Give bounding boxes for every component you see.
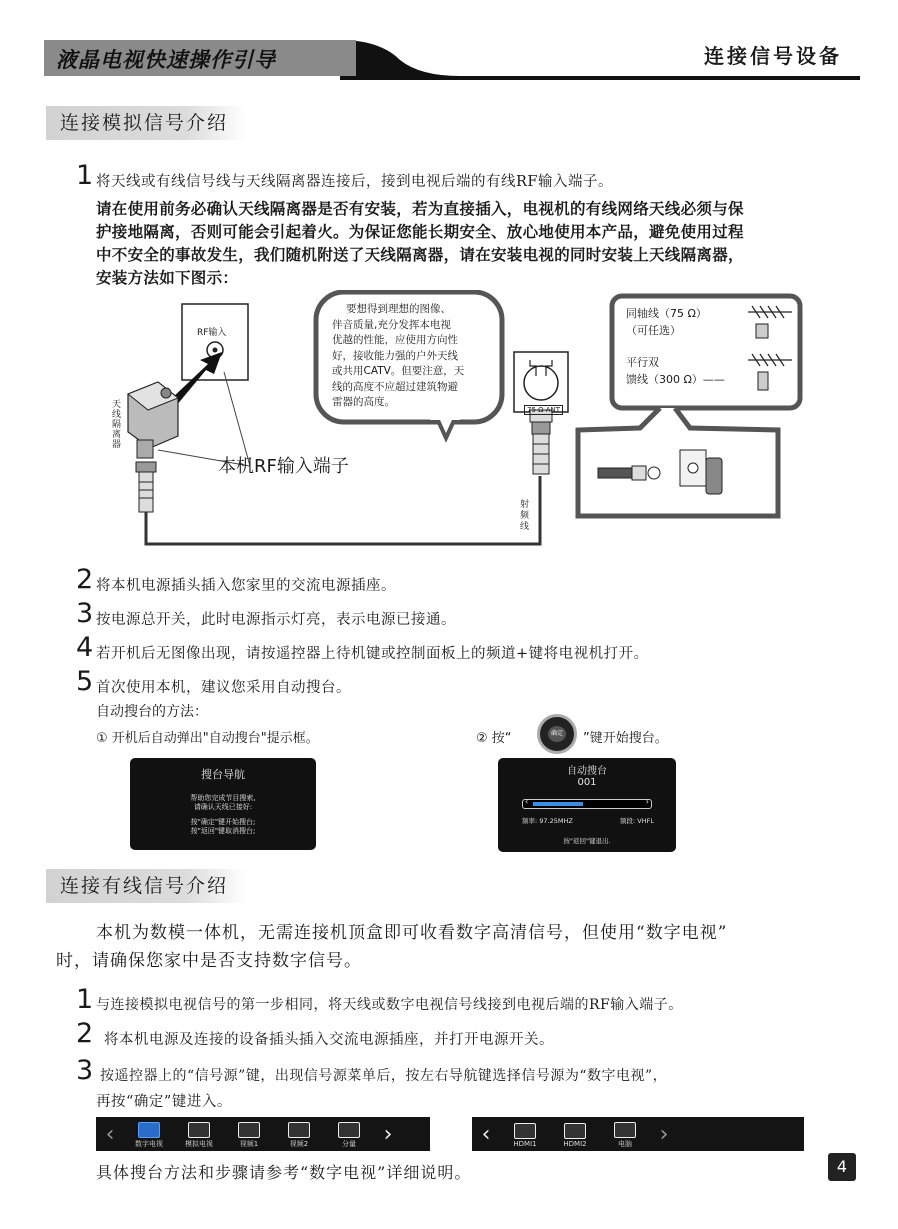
step-number: 2 — [76, 564, 94, 595]
step-text-cont: 再按“确定”键进入。 — [96, 1094, 232, 1110]
source-item[interactable]: 分量 — [324, 1120, 374, 1149]
ok-button-icon: 确定 — [537, 714, 577, 754]
scan-band: 频段: VHFL — [620, 817, 654, 825]
auto-scan-item-2a: ② 按“ — [476, 731, 512, 746]
step-number: 2 — [76, 1018, 94, 1049]
header-title: 液晶电视快速操作引导 — [56, 48, 276, 72]
scan-exit-hint: 按"返回"键退出. — [563, 837, 611, 845]
cable-note: 具体搜台方法和步骤请参考“数字电视”详细说明。 — [96, 1163, 472, 1182]
source-item[interactable]: 视频1 — [224, 1120, 274, 1149]
step-number: 5 — [76, 666, 94, 697]
step-text: 将本机电源及连接的设备插头插入交流电源插座，并打开电源开关。 — [104, 1032, 554, 1048]
step-number: 1 — [76, 160, 94, 191]
page-number: 4 — [828, 1153, 856, 1181]
left-arrow-icon: ‹ — [481, 1121, 491, 1147]
section-title-analog: 连接模拟信号介绍 — [46, 106, 246, 140]
step-number: 3 — [76, 598, 94, 629]
step-text: 按遥控器上的“信号源”键，出现信号源菜单后，按左右导航键选择信号源为“数字电视”， — [100, 1068, 668, 1084]
ant-terminal-label: 75 Ω ANT — [524, 405, 563, 415]
step-text: 将天线或有线信号线与天线隔离器连接后，接到电视后端的有线RF输入端子。 — [96, 174, 613, 190]
rf-cable-label: 射频线 — [520, 500, 530, 532]
scan-guide-screen — [130, 758, 316, 850]
source-item[interactable]: HDMI2 — [550, 1121, 600, 1148]
section-title-cable: 连接有线信号介绍 — [46, 869, 246, 903]
source-menu-bar-2 — [472, 1117, 804, 1151]
step-number: 4 — [76, 632, 94, 663]
cable-types: 同轴线（75 Ω） （可任选） 平行双 馈线（300 Ω）—— — [626, 307, 725, 386]
antenna-tip-bubble: 要想得到理想的图像、 伴音质量,充分发挥本电视 优越的性能，应使用方向性 好，接收能力强的户外天线 或共用CATV。但要注意，天 线的高度不应超过建筑物避 雷器的高度。 — [332, 303, 465, 408]
auto-scan-item-1: ① 开机后自动弹出"自动搜台"提示框。 — [96, 731, 319, 746]
screen-text: 帮助您完成节目搜索, 请确认天线已接好: 按"确定"键开始搜台; 按"返回"键取消搜台; — [190, 794, 256, 835]
step-text: 与连接模拟电视信号的第一步相同，将天线或数字电视信号线接到电视后端的RF输入端子。 — [96, 997, 683, 1013]
step-number: 1 — [76, 984, 94, 1015]
auto-scan-screen — [498, 758, 676, 852]
rf-port-label: 本机RF输入端子 — [218, 456, 349, 477]
cable-intro-line-1: 本机为数模一体机，无需连接机顶盒即可收看数字高清信号，但使用“数字电视” — [96, 923, 728, 943]
scan-progress-bar: ‹ › — [522, 799, 652, 809]
step-text: 若开机后无图像出现，请按遥控器上待机键或控制面板上的频道+键将电视机打开。 — [96, 646, 649, 662]
scan-frequency: 频率: 97.25MHZ — [522, 817, 573, 825]
source-item[interactable]: HDMI1 — [500, 1121, 550, 1148]
step-text: 将本机电源插头插入您家里的交流电源插座。 — [96, 578, 396, 594]
screen-title: 搜台导航 — [201, 768, 245, 781]
rf-plug-icon — [139, 472, 153, 512]
wall-socket-icon — [706, 458, 722, 494]
source-menu-bar-1 — [96, 1117, 430, 1151]
right-arrow-icon: › — [659, 1121, 669, 1147]
auto-scan-item-2b: ”键开始搜台。 — [583, 731, 668, 746]
step-text: 按电源总开关，此时电源指示灯亮，表示电源已接通。 — [96, 612, 456, 628]
isolator-label: 天线隔离器 — [112, 400, 122, 450]
cable-intro-line-2: 时，请确保您家中是否支持数字信号。 — [56, 951, 362, 971]
step-number: 3 — [76, 1055, 94, 1086]
screen-title: 自动搜台 001 — [567, 766, 607, 788]
warning-paragraph: 请在使用前务必确认天线隔离器是否有安装，若为直接插入，电视机的有线网络天线必须与保 护接地隔离，否则可能会引起着火。为保证您能长期安全、放心地使用本产品，避免使用过程 中不安全的事故发生，我们随机附送了天线隔离器，请在安装电视的同时安装上天线隔离器， 安装方法如下图示： — [96, 200, 744, 287]
left-arrow-icon: ‹ — [105, 1121, 115, 1147]
right-arrow-icon: › — [383, 1121, 393, 1147]
plug-icon — [598, 468, 632, 478]
source-item[interactable]: 电脑 — [600, 1120, 650, 1149]
source-item[interactable]: 数字电视 — [124, 1120, 174, 1149]
source-item[interactable]: 视频2 — [274, 1120, 324, 1149]
auto-scan-method: 自动搜台的方法： — [96, 704, 208, 720]
header-section-title: 连接信号设备 — [704, 44, 842, 68]
step-text: 首次使用本机，建议您采用自动搜台。 — [96, 680, 351, 696]
source-item[interactable]: 模拟电视 — [174, 1120, 224, 1149]
rf-input-label: RF输入 — [197, 328, 227, 338]
